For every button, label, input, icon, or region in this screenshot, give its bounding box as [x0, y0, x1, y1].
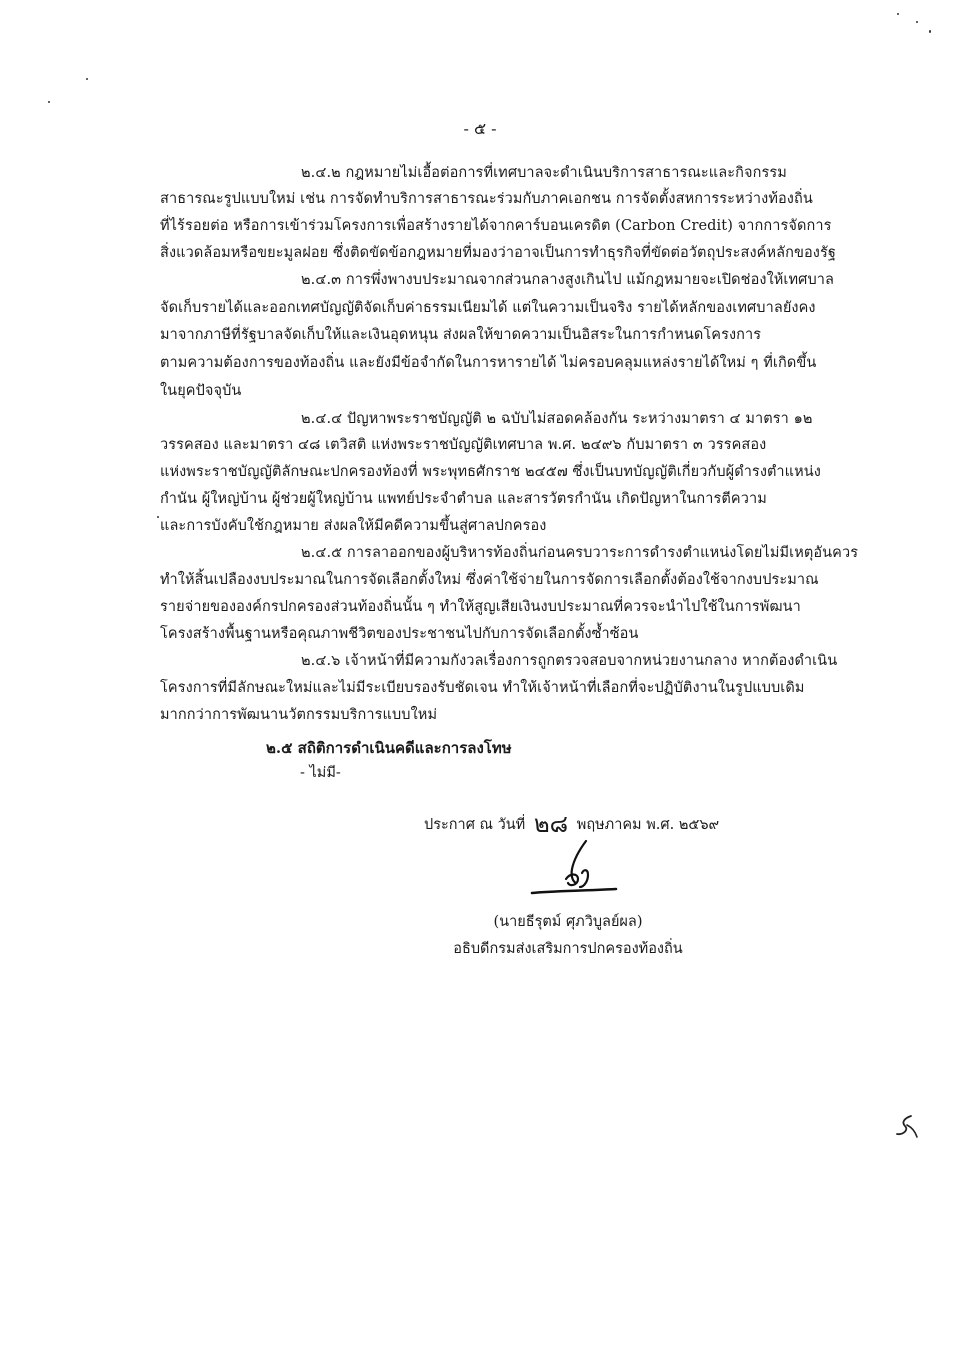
handwritten-signature [528, 835, 618, 905]
paragraph-line: สิ่งแวดล้อมหรือขยะมูลฝอย ซึ่งติดขัดข้อกฎหมายที่มองว่าอาจเป็นการทำธุรกิจที่ขัดต่อวัตถุประสงค์หลักของรัฐ [160, 245, 836, 261]
paragraph-line: ๒.๔.๖ เจ้าหน้าที่มีความกังวลเรื่องการถูกตรวจสอบจากหน่วยงานกลาง หากต้องดำเนิน [301, 653, 838, 669]
paragraph-line: สาธารณะรูปแบบใหม่ เช่น การจัดทำบริการสาธารณะร่วมกับภาคเอกชน การจัดตั้งสหการระหว่างท้องถิ่น [160, 191, 813, 207]
scan-speck [897, 13, 899, 15]
scan-speck [48, 101, 50, 103]
scan-speck [157, 516, 159, 518]
paragraph-line: ในยุคปัจจุบัน [160, 383, 242, 399]
scan-speck [86, 78, 88, 80]
paragraph-line: กำนัน ผู้ใหญ่บ้าน ผู้ช่วยผู้ใหญ่บ้าน แพทย์ประจำตำบล และสารวัตรกำนัน เกิดปัญหาในการตีความ [160, 491, 767, 507]
scan-speck [929, 30, 931, 33]
paragraph-line: และการบังคับใช้กฎหมาย ส่งผลให้มีคดีความขึ้นสู่ศาลปกครอง [160, 518, 547, 534]
paragraph-line: ตามความต้องการของท้องถิ่น และยังมีข้อจำกัดในการหารายได้ ไม่ครอบคลุมแหล่งรายได้ใหม่ ๆ ที่เกิดขึ้น [160, 355, 817, 371]
paragraph-line: รายจ่ายขององค์กรปกครองส่วนท้องถิ่นนั้น ๆ ทำให้สูญเสียเงินงบประมาณที่ควรจะนำไปใช้ในการพัฒนา [160, 599, 801, 615]
paragraph-line: ที่ไร้รอยต่อ หรือการเข้าร่วมโครงการเพื่อสร้างรายได้จากคาร์บอนเครดิต (Carbon Credit) จากการจัดการ [160, 218, 832, 234]
paragraph-line: จัดเก็บรายได้และออกเทศบัญญัติจัดเก็บค่าธรรมเนียมได้ แต่ในความเป็นจริง รายได้หลักของเทศบาลยังคง [160, 300, 816, 316]
paragraph-line: โครงการที่มีลักษณะใหม่และไม่มีระเบียบรองรับชัดเจน ทำให้เจ้าหน้าที่เลือกที่จะปฏิบัติงานในรูปแบบเดิม [160, 680, 805, 696]
paragraph-line: มาจากภาษีที่รัฐบาลจัดเก็บให้และเงินอุดหนุน ส่งผลให้ขาดความเป็นอิสระในการกำหนดโครงการ [160, 327, 762, 343]
paragraph-line: แห่งพระราชบัญญัติลักษณะปกครองท้องที่ พระพุทธศักราช ๒๔๕๗ ซึ่งเป็นบทบัญญัติเกี่ยวกับผู้ดำรงตำแหน่ง [160, 464, 821, 480]
paragraph-line: วรรคสอง และมาตรา ๔๘ เตวิสติ แห่งพระราชบัญญัติเทศบาล พ.ศ. ๒๔๙๖ กับมาตรา ๓ วรรคสอง [160, 437, 767, 453]
paragraph-line: ๒.๔.๒ กฎหมายไม่เอื้อต่อการที่เทศบาลจะดำเนินบริการสาธารณะและกิจกรรม [301, 165, 787, 181]
signatory-name: (นายธีรุตม์ ศุภวิบูลย์ผล) [493, 914, 643, 930]
scan-speck [916, 21, 918, 23]
announcement-prefix: ประกาศ ณ วันที่ [424, 817, 526, 833]
announcement-date [424, 811, 719, 838]
paragraph-line: ๒.๔.๕ การลาออกของผู้บริหารท้องถิ่นก่อนครบวาระการดำรงตำแหน่งโดยไม่มีเหตุอันควร [301, 545, 859, 561]
signatory-position: อธิบดีกรมส่งเสริมการปกครองท้องถิ่น [453, 941, 683, 957]
paragraph-line: ๒.๔.๔ ปัญหาพระราชบัญญัติ ๒ ฉบับไม่สอดคล้องกัน ระหว่างมาตรา ๔ มาตรา ๑๒ [301, 411, 813, 427]
announcement-suffix: พฤษภาคม พ.ศ. ๒๕๖๙ [576, 817, 720, 833]
section-heading: ๒.๕ สถิติการดำเนินคดีและการลงโทษ [266, 739, 512, 757]
paragraph-line: ๒.๔.๓ การพึ่งพางบประมาณจากส่วนกลางสูงเกินไป แม้กฎหมายจะเปิดช่องให้เทศบาล [301, 272, 834, 288]
section-body: - ไม่มี- [300, 765, 341, 781]
paragraph-line: โครงสร้างพื้นฐานหรือคุณภาพชีวิตของประชาชนไปกับการจัดเลือกตั้งซ้ำซ้อน [160, 626, 639, 642]
paragraph-line: มากกว่าการพัฒนานวัตกรรมบริการแบบใหม่ [160, 707, 438, 723]
paragraph-line: ทำให้สิ้นเปลืองงบประมาณในการจัดเลือกตั้งใหม่ ซึ่งค่าใช้จ่ายในการจัดการเลือกตั้งต้องใช้จากงบประมาณ [160, 572, 819, 588]
announcement-day: ๒๘ [533, 810, 569, 838]
page-number: - ๕ - [463, 119, 497, 138]
handwritten-margin-mark [893, 1113, 921, 1143]
